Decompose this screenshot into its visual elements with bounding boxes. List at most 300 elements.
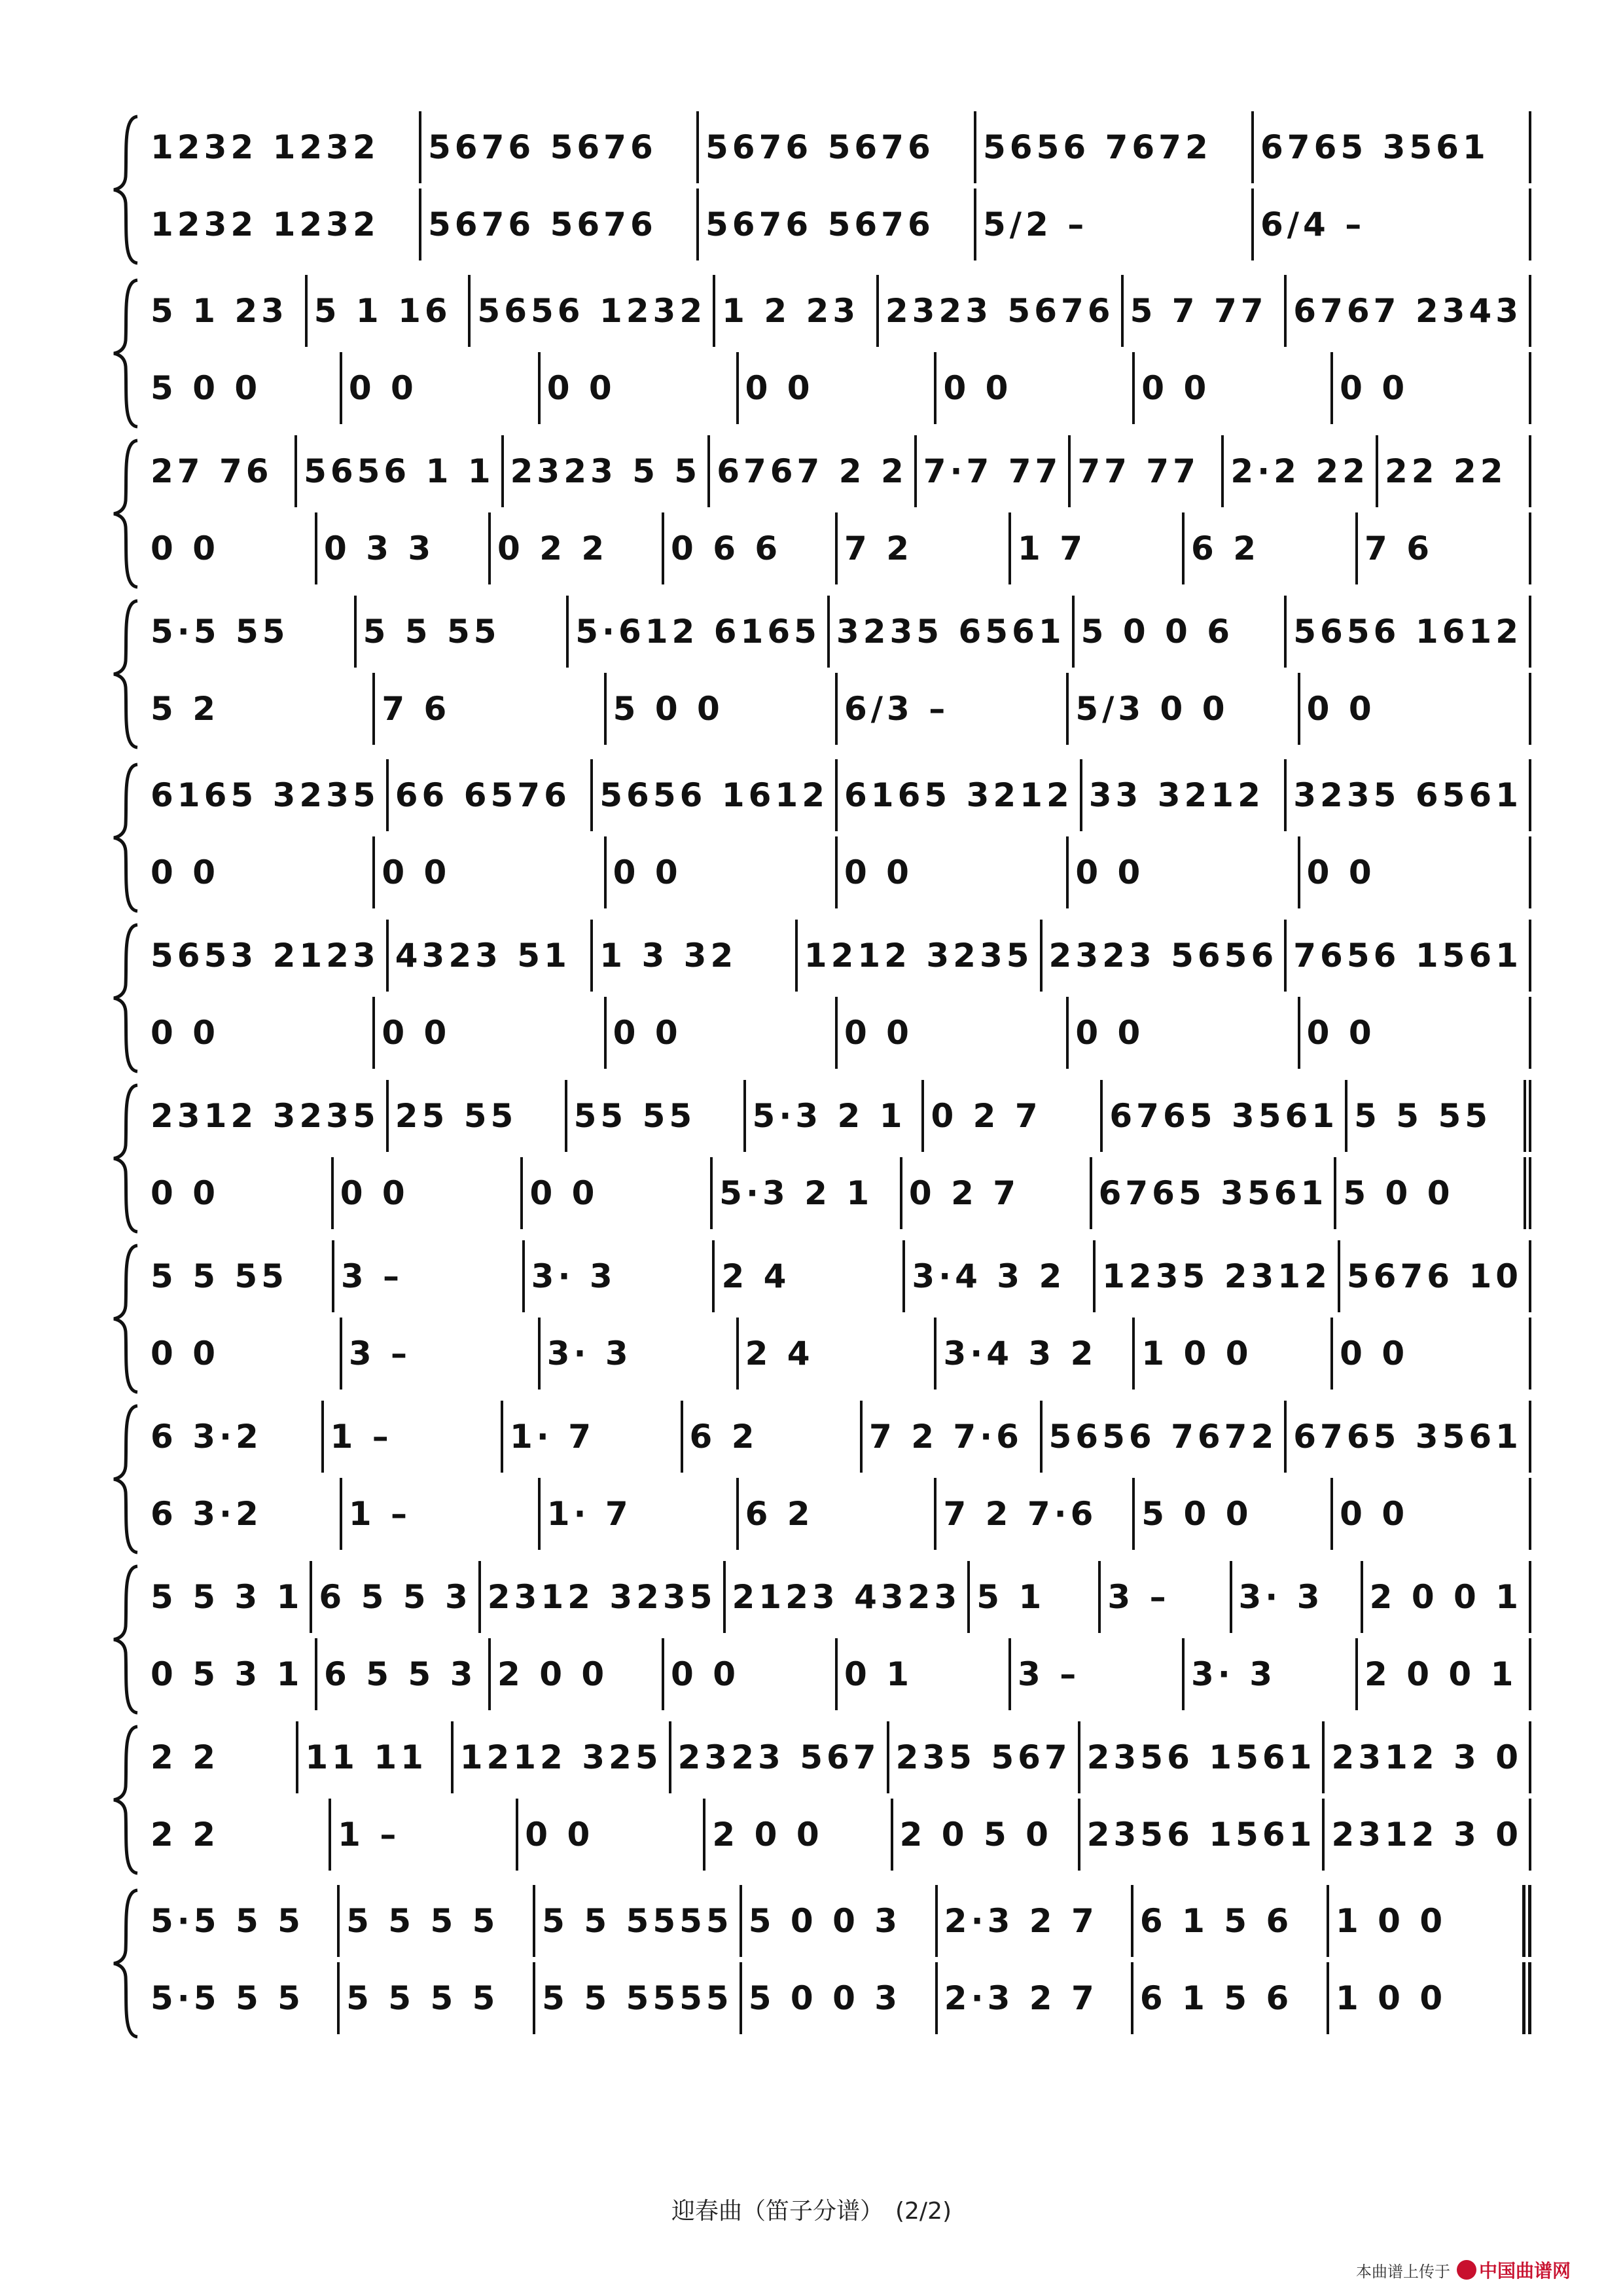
measure — [1232, 1561, 1363, 1633]
measure-notes: 1 7 — [1018, 529, 1086, 567]
measure-notes: 5 1 23 — [151, 292, 288, 330]
measure-notes: 5676 10 — [1346, 1257, 1523, 1295]
footer-title: 迎春曲（笛子分谱） — [671, 2198, 883, 2225]
measure-notes: 0 0 — [1340, 1495, 1409, 1533]
measure — [924, 1080, 1103, 1152]
measure-notes: 5 0 0 3 — [748, 1979, 902, 2017]
measure-notes: 7·7 77 — [923, 452, 1062, 490]
measure-notes: 5 5 5 5 — [346, 1979, 499, 2017]
measure-notes: 0 0 — [151, 1014, 219, 1052]
measure-notes: 5·5 5 5 — [151, 1902, 304, 1940]
measure — [1069, 997, 1300, 1069]
measure-notes: 6765 3561 — [1109, 1097, 1339, 1135]
measure — [936, 352, 1135, 424]
measure — [902, 1157, 1092, 1229]
measure-notes: 7 2 7·6 — [943, 1495, 1097, 1533]
measure-notes: 0 0 — [151, 1335, 219, 1372]
measure — [683, 1401, 863, 1473]
measure-notes: 5656 1 1 — [304, 452, 495, 490]
measure-notes: 6165 3235 — [151, 776, 380, 814]
measure-notes: 0 0 — [844, 853, 913, 891]
measure — [144, 1478, 342, 1550]
measure-notes: 3· 3 — [1191, 1655, 1276, 1693]
staff-system-11 — [105, 1721, 1531, 1878]
measure — [593, 920, 798, 992]
measure-notes: 6/3 – — [844, 690, 950, 728]
measure-notes: 1 0 0 — [1141, 1335, 1253, 1372]
measure-notes: 5/2 – — [983, 206, 1088, 243]
measure-notes: 5 5 5555 — [542, 1902, 733, 1940]
measure — [1329, 1962, 1531, 2034]
measure — [144, 188, 421, 260]
measure-notes: 0 5 3 1 — [151, 1655, 304, 1693]
site-logo — [1457, 2257, 1571, 2283]
measure — [144, 111, 421, 183]
measure — [1135, 1478, 1333, 1550]
lower-staff — [144, 1478, 1531, 1550]
measure-notes: 3· 3 — [531, 1257, 616, 1295]
measure — [1043, 1401, 1287, 1473]
measure-notes: 0 0 — [613, 853, 682, 891]
measure — [1287, 596, 1531, 668]
measure — [1325, 1721, 1531, 1793]
measure-notes: 5 5 55 — [363, 613, 501, 651]
measure — [838, 997, 1069, 1069]
measure-notes: 6765 3561 — [1260, 128, 1489, 166]
upper-staff — [144, 435, 1531, 507]
measure — [798, 920, 1043, 992]
measure-notes: 3 – — [1107, 1578, 1170, 1616]
staff-system-8 — [105, 1240, 1531, 1397]
measure-notes: 2356 1561 — [1086, 1816, 1316, 1854]
measure-notes: 0 0 — [1075, 853, 1145, 891]
measure — [340, 1885, 535, 1957]
measure — [342, 1478, 541, 1550]
measure — [1287, 920, 1531, 992]
measure-notes: 0 0 — [151, 529, 219, 567]
measure-notes: 5676 5676 — [428, 206, 657, 243]
lower-staff — [144, 673, 1531, 745]
measure-notes: 3 – — [348, 1335, 412, 1372]
measure-notes: 0 0 — [382, 853, 451, 891]
measure-notes: 2·3 2 7 — [944, 1902, 1098, 1940]
measure-notes: 2323 5656 — [1048, 937, 1278, 975]
measure — [830, 596, 1075, 668]
measure — [699, 111, 976, 183]
measure-notes: 7 6 — [1364, 529, 1433, 567]
upper-staff — [144, 596, 1531, 668]
measure-notes: 5676 5676 — [428, 128, 657, 166]
measure — [905, 1240, 1096, 1312]
measure — [144, 997, 375, 1069]
staff-system-3 — [105, 435, 1531, 592]
measure — [1329, 1885, 1531, 1957]
measure — [664, 1638, 838, 1710]
measure — [970, 1561, 1101, 1633]
measure-notes: 5·3 2 1 — [752, 1097, 906, 1135]
measure — [375, 997, 606, 1069]
measure-notes: 2 0 0 — [497, 1655, 609, 1693]
measure — [1287, 275, 1531, 347]
measure-notes: 3235 6561 — [1293, 776, 1522, 814]
measure — [144, 1638, 317, 1710]
measure-notes: 0 0 — [525, 1816, 594, 1854]
measure-notes: 0 0 — [1306, 853, 1376, 891]
lower-staff — [144, 512, 1531, 584]
measure — [144, 512, 317, 584]
staff-system-4 — [105, 596, 1531, 753]
measure-notes: 0 2 2 — [497, 529, 609, 567]
measure — [317, 512, 491, 584]
measure — [1333, 1318, 1531, 1390]
measure-notes: 6 2 — [689, 1418, 758, 1456]
measure — [144, 1561, 312, 1633]
watermark — [1356, 2257, 1571, 2283]
measure-notes: 5·5 5 5 — [151, 1979, 304, 2017]
measure-notes: 5 5 5 5 — [346, 1902, 499, 1940]
lower-staff — [144, 1799, 1531, 1871]
measure — [567, 1080, 746, 1152]
measure-notes: 0 0 — [340, 1174, 409, 1212]
measure-notes: 2312 3235 — [151, 1097, 380, 1135]
measure-notes: 1 – — [338, 1816, 401, 1854]
measure-notes: 6765 3561 — [1098, 1174, 1328, 1212]
measure-notes: 0 2 7 — [931, 1097, 1042, 1135]
measure-notes: 3· 3 — [546, 1335, 632, 1372]
measure-notes: 1235 2312 — [1102, 1257, 1331, 1295]
measure — [1082, 759, 1287, 831]
measure-notes: 6 1 5 6 — [1139, 1979, 1293, 2017]
measure-notes: 4323 51 — [395, 937, 571, 975]
staff-system-2 — [105, 275, 1531, 432]
measure-notes: 7 2 7·6 — [869, 1418, 1023, 1456]
measure-notes: 5 0 0 — [151, 369, 262, 407]
measure — [838, 836, 1069, 908]
measure — [1011, 512, 1185, 584]
measure-notes: 25 55 — [395, 1097, 518, 1135]
measure-notes: 0 0 — [151, 853, 219, 891]
measure-notes: 1· 7 — [510, 1418, 595, 1456]
measure — [144, 1799, 331, 1871]
measure-notes: 27 76 — [151, 452, 273, 490]
measure-notes: 0 0 — [1340, 369, 1409, 407]
measure-notes: 6 5 5 3 — [324, 1655, 477, 1693]
staff-system-5 — [105, 759, 1531, 916]
measure-notes: 3 – — [1018, 1655, 1080, 1693]
measure — [1336, 1157, 1531, 1229]
measure — [838, 512, 1011, 584]
measure — [144, 596, 357, 668]
measure — [144, 275, 308, 347]
measure — [699, 188, 976, 260]
measure — [144, 1240, 334, 1312]
measure — [389, 1080, 567, 1152]
staff-system-1 — [105, 111, 1531, 268]
measure — [976, 111, 1254, 183]
measure — [1287, 759, 1531, 831]
staff-system-9 — [105, 1401, 1531, 1558]
measure — [331, 1799, 518, 1871]
measure-notes: 6 2 — [745, 1495, 814, 1533]
measure-notes: 0 0 — [671, 1655, 740, 1693]
measure — [726, 1561, 971, 1633]
measure-notes: 5 0 0 3 — [748, 1902, 902, 1940]
measure — [1069, 836, 1300, 908]
page-footer — [0, 2193, 1623, 2226]
lower-staff — [144, 836, 1531, 908]
measure — [471, 275, 715, 347]
measure-notes: 7656 1561 — [1293, 937, 1522, 975]
measure — [144, 1962, 340, 2034]
measure-notes: 2 4 — [745, 1335, 814, 1372]
measure-notes: 2 0 5 0 — [899, 1816, 1052, 1854]
measure-notes: 5·612 6165 — [575, 613, 821, 651]
measure-notes: 2 0 0 — [712, 1816, 823, 1854]
measure — [525, 1240, 715, 1312]
measure — [664, 512, 838, 584]
measure — [838, 673, 1069, 745]
measure — [375, 836, 606, 908]
upper-staff — [144, 759, 1531, 831]
measure — [421, 111, 699, 183]
measure-notes: 0 0 — [529, 1174, 599, 1212]
measure-notes: 6 3·2 — [151, 1418, 262, 1456]
upper-staff — [144, 111, 1531, 183]
measure — [1300, 836, 1531, 908]
measure — [144, 352, 342, 424]
measure — [334, 1240, 525, 1312]
measure-notes: 1 0 0 — [1335, 1979, 1447, 2017]
measure — [710, 435, 917, 507]
measure-notes: 2 2 — [151, 1816, 219, 1854]
measure — [742, 1885, 938, 1957]
measure-notes: 5 5 55 — [1354, 1097, 1492, 1135]
measure — [1135, 352, 1333, 424]
staff-system-10 — [105, 1561, 1531, 1718]
measure-notes: 2356 1561 — [1086, 1738, 1316, 1776]
measure — [144, 673, 375, 745]
upper-staff — [144, 1885, 1531, 1957]
measure — [838, 1638, 1011, 1710]
measure — [481, 1561, 726, 1633]
measure — [375, 673, 606, 745]
measure — [317, 1638, 491, 1710]
upper-staff — [144, 275, 1531, 347]
measure-notes: 11 11 — [305, 1738, 427, 1776]
measure-notes: 0 0 — [151, 1174, 219, 1212]
measure — [541, 1318, 739, 1390]
measure — [1300, 997, 1531, 1069]
measure-notes: 0 0 — [844, 1014, 913, 1052]
measure-notes: 0 0 — [1141, 369, 1211, 407]
measure-notes: 3 – — [340, 1257, 404, 1295]
measure — [389, 920, 594, 992]
measure — [893, 1799, 1080, 1871]
lower-staff — [144, 1638, 1531, 1710]
measure-notes: 1 3 32 — [599, 937, 738, 975]
measure — [144, 920, 389, 992]
measure-notes: 0 0 — [382, 1014, 451, 1052]
measure — [144, 836, 375, 908]
measure-notes: 2312 3 0 — [1331, 1738, 1523, 1776]
measure-notes: 1 2 23 — [722, 292, 860, 330]
measure — [607, 673, 838, 745]
measure-notes: 5 5 55 — [151, 1257, 288, 1295]
measure-notes: 0 0 — [1306, 1014, 1376, 1052]
measure-notes: 55 55 — [573, 1097, 696, 1135]
measure-notes: 5 0 0 — [1343, 1174, 1454, 1212]
measure — [144, 1318, 342, 1390]
measure-notes: 1 – — [348, 1495, 412, 1533]
measure — [491, 512, 664, 584]
measure — [503, 1401, 683, 1473]
measure-notes: 2 0 0 1 — [1364, 1655, 1518, 1693]
measure — [976, 188, 1254, 260]
measure-notes: 2323 567 — [677, 1738, 880, 1776]
measure — [1363, 1561, 1531, 1633]
measure-notes: 5 2 — [151, 690, 219, 728]
upper-staff — [144, 920, 1531, 992]
measure — [713, 1157, 902, 1229]
measure — [1069, 673, 1300, 745]
measure — [593, 759, 838, 831]
upper-staff — [144, 1080, 1531, 1152]
measure-notes: 6767 2 2 — [717, 452, 908, 490]
measure — [715, 1240, 905, 1312]
measure — [1347, 1080, 1531, 1152]
measure-notes: 5 7 77 — [1130, 292, 1268, 330]
measure-notes: 5676 5676 — [705, 128, 935, 166]
measure-notes: 2323 5 5 — [510, 452, 702, 490]
measure — [879, 275, 1124, 347]
measure — [342, 1318, 541, 1390]
measure-notes: 6 2 — [1191, 529, 1260, 567]
measure-notes: 3235 6561 — [836, 613, 1065, 651]
measure-notes: 1232 1232 — [151, 206, 380, 243]
measure-notes: 3·4 3 2 — [943, 1335, 1097, 1372]
measure — [1080, 1799, 1325, 1871]
measure — [312, 1561, 480, 1633]
measure — [342, 352, 541, 424]
measure-notes: 1212 3235 — [804, 937, 1033, 975]
measure — [1300, 673, 1531, 745]
footer-page-number: (2/2) — [895, 2198, 952, 2225]
measure-notes: 2 4 — [721, 1257, 791, 1295]
measure — [144, 1157, 334, 1229]
measure — [1358, 512, 1531, 584]
measure — [1011, 1638, 1185, 1710]
measure — [535, 1962, 742, 2034]
measure — [541, 1478, 739, 1550]
lower-staff — [144, 1962, 1531, 2034]
measure — [421, 188, 699, 260]
measure — [1224, 435, 1378, 507]
measure-notes: 0 0 — [943, 369, 1012, 407]
measure-notes: 2123 4323 — [732, 1578, 961, 1616]
measure-notes: 5 1 — [976, 1578, 1046, 1616]
measure — [1325, 1799, 1531, 1871]
measure — [917, 435, 1071, 507]
measure-notes: 6765 3561 — [1293, 1418, 1522, 1456]
measure — [739, 1318, 937, 1390]
logo-mark-icon — [1457, 2260, 1476, 2280]
measure — [491, 1638, 664, 1710]
measure — [1358, 1638, 1531, 1710]
measure — [144, 435, 297, 507]
measure — [742, 1962, 938, 2034]
measure-notes: 5656 1612 — [599, 776, 829, 814]
measure — [1378, 435, 1531, 507]
measure — [739, 1478, 937, 1550]
upper-staff — [144, 1401, 1531, 1473]
lower-staff — [144, 1318, 1531, 1390]
measure-notes: 5656 7672 — [1048, 1418, 1278, 1456]
measure-notes: 77 77 — [1077, 452, 1200, 490]
measure — [938, 1885, 1133, 1957]
measure — [1071, 435, 1224, 507]
measure — [535, 1885, 742, 1957]
measure — [746, 1080, 925, 1152]
measure-notes: 0 6 6 — [671, 529, 782, 567]
measure — [308, 275, 471, 347]
lower-staff — [144, 1157, 1531, 1229]
measure-notes: 5653 2123 — [151, 937, 380, 975]
watermark-prefix: 本曲谱上传于 — [1355, 2262, 1450, 2281]
measure — [1092, 1157, 1337, 1229]
measure-notes: 6767 2343 — [1293, 292, 1523, 330]
upper-staff — [144, 1561, 1531, 1633]
measure-notes: 0 1 — [844, 1655, 913, 1693]
measure — [144, 1401, 324, 1473]
measure — [705, 1799, 893, 1871]
measure — [863, 1401, 1043, 1473]
measure-notes: 0 0 — [613, 1014, 682, 1052]
measure — [936, 1478, 1135, 1550]
measure-notes: 1212 325 — [459, 1738, 662, 1776]
measure-notes: 5 0 0 — [1141, 1495, 1253, 1533]
measure-notes: 5656 1232 — [477, 292, 707, 330]
measure — [1287, 1401, 1531, 1473]
staff-system-12 — [105, 1885, 1531, 2042]
measure — [1080, 1721, 1325, 1793]
measure-notes: 3·4 3 2 — [912, 1257, 1066, 1295]
measure — [838, 759, 1082, 831]
measure — [607, 836, 838, 908]
measure-notes: 5 1 16 — [313, 292, 452, 330]
measure — [936, 1318, 1135, 1390]
lower-staff — [144, 188, 1531, 260]
measure — [298, 1721, 453, 1793]
measure-notes: 5656 7672 — [983, 128, 1212, 166]
measure — [340, 1962, 535, 2034]
measure-notes: 2 2 — [151, 1738, 219, 1776]
measure — [334, 1157, 524, 1229]
measure — [357, 596, 569, 668]
measure — [1254, 111, 1531, 183]
measure — [1340, 1240, 1531, 1312]
measure — [1101, 1561, 1232, 1633]
measure-notes: 66 6576 — [395, 776, 571, 814]
measure — [518, 1799, 705, 1871]
measure-notes: 33 3212 — [1088, 776, 1264, 814]
measure-notes: 7 6 — [382, 690, 451, 728]
measure — [1124, 275, 1287, 347]
measure-notes: 5 0 0 6 — [1080, 613, 1234, 651]
measure — [541, 352, 739, 424]
measure — [504, 435, 711, 507]
staff-system-7 — [105, 1080, 1531, 1237]
measure-notes: 2·2 22 — [1230, 452, 1369, 490]
